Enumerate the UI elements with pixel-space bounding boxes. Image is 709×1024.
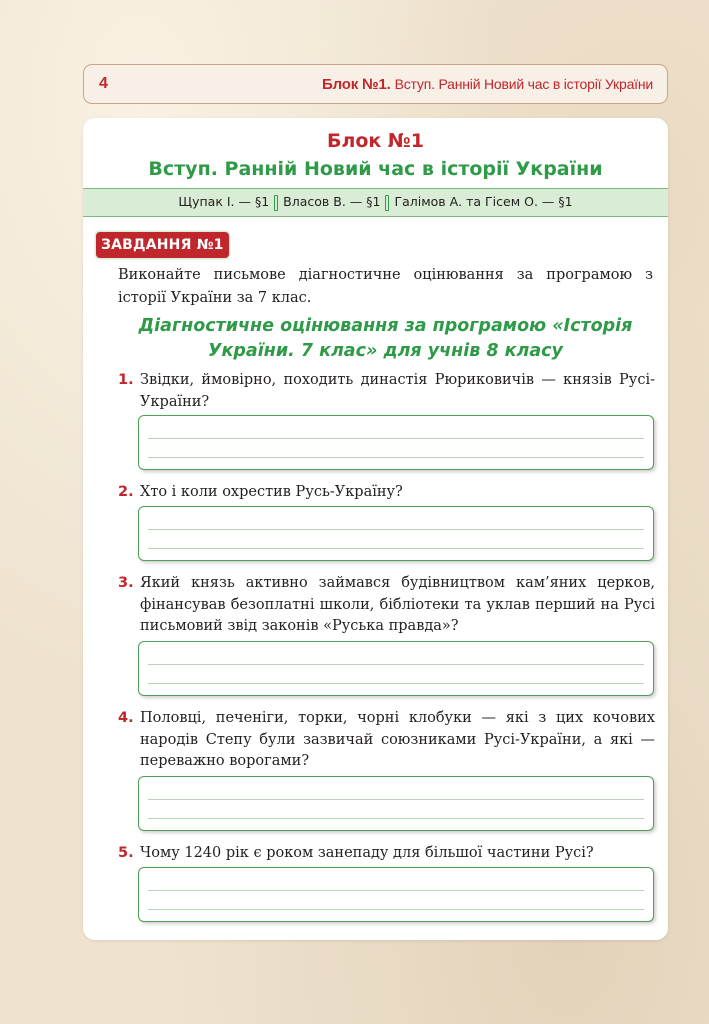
question-text: Половці, печеніги, торки, чорні клобуки — які з цих кочових народів Степу були зазвичай союзниками Русі-України, а які — переважно ворогами? (140, 710, 655, 769)
answer-field-3[interactable] (138, 641, 654, 696)
content-card (83, 118, 668, 940)
writing-line (148, 548, 644, 549)
writing-line (148, 909, 644, 910)
block-title: Блок №1 (326, 130, 425, 152)
task-instructions: Виконайте письмове діагностичне оцінювання за програмою з історії України за 7 клас. (118, 267, 653, 306)
question-number: 4. (118, 710, 134, 726)
running-title (322, 76, 653, 93)
writing-line (148, 818, 644, 819)
reference-item: Галімов А. та Гісем О. — §1 (394, 194, 573, 209)
reference-item: Щупак І. — §1 (178, 194, 270, 209)
page-number: 4 (99, 75, 108, 92)
question-number: 5. (118, 845, 134, 861)
question-number: 2. (118, 484, 134, 500)
diagnostic-title: Діагностичне оцінювання за програмою «Історія України. 7 клас» для учнів 8 класу (138, 316, 633, 361)
task-badge: ЗАВДАННЯ №1 (96, 232, 229, 258)
separator-bar (274, 195, 278, 211)
separator-bar (385, 195, 389, 211)
writing-line (148, 529, 644, 530)
running-header (83, 64, 668, 104)
writing-line (148, 438, 644, 439)
writing-line (148, 683, 644, 684)
reference-item: Власов В. — §1 (283, 194, 381, 209)
block-subtitle: Вступ. Ранній Новий час в історії України (148, 158, 603, 180)
question-number: 3. (118, 575, 134, 591)
textbook-references (83, 188, 668, 217)
running-block-title: Вступ. Ранній Новий час в історії України (394, 76, 653, 92)
answer-field-2[interactable] (138, 506, 654, 561)
running-block-label: Блок №1. (322, 76, 391, 93)
writing-line (148, 799, 644, 800)
writing-line (148, 457, 644, 458)
question-text: Чому 1240 рік є роком занепаду для більшої частини Русі? (140, 845, 594, 861)
answer-field-1[interactable] (138, 415, 654, 470)
question-number: 1. (118, 372, 134, 388)
writing-line (148, 890, 644, 891)
answer-field-4[interactable] (138, 776, 654, 831)
question-text: Який князь активно займався будівництвом кам’яних церков, фінансував безоплатні школи, бібліотеки та уклав перший на Русі письмовий звід законів «Руська правда»? (140, 575, 655, 634)
writing-line (148, 664, 644, 665)
question-text: Звідки, ймовірно, походить династія Рюриковичів — князів Русі-України? (140, 372, 655, 410)
answer-field-5[interactable] (138, 867, 654, 922)
question-text: Хто і коли охрестив Русь-Україну? (140, 484, 403, 500)
